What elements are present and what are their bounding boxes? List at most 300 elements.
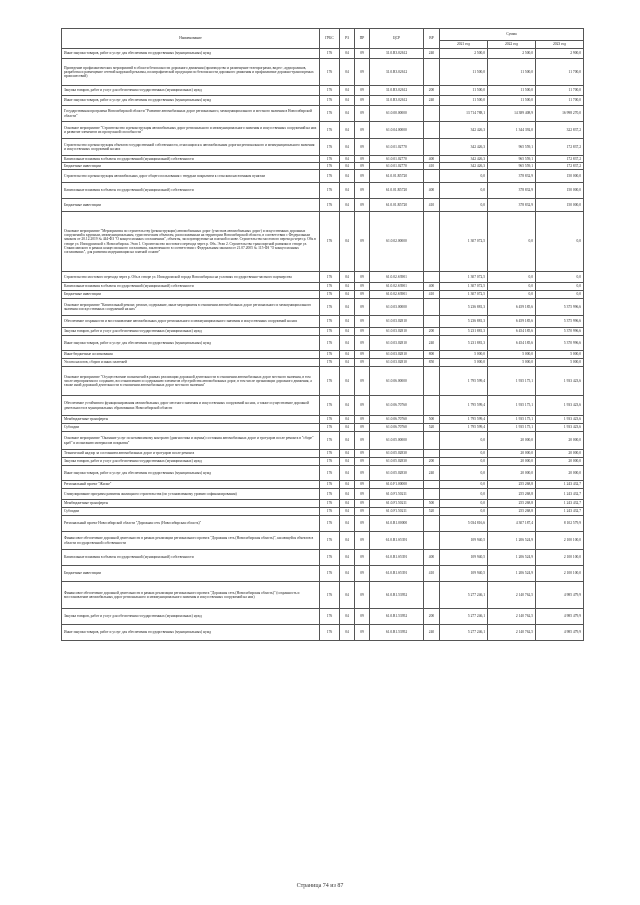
row-2022-cell: 6 459 185,6 — [488, 316, 536, 328]
row-grbs-cell: 176 — [320, 49, 340, 59]
row-grbs-cell: 176 — [320, 291, 340, 299]
row-2021-cell: 0,0 — [440, 170, 488, 183]
table-row — [62, 396, 584, 416]
table-row — [62, 367, 584, 396]
row-2022-cell: 2 140 762,5 — [488, 582, 536, 609]
row-grbs-cell: 176 — [320, 212, 340, 272]
row-2023-cell: 150 000,0 — [536, 183, 584, 199]
row-2022-cell: 2 500,0 — [488, 49, 536, 59]
row-csr-cell: 61.0.03.02810 — [370, 328, 424, 336]
row-vr-cell — [424, 450, 440, 458]
row-2022-cell: 6 459 185,6 — [488, 299, 536, 316]
row-vr-cell — [424, 122, 440, 139]
row-grbs-cell: 176 — [320, 566, 340, 582]
row-vr-cell — [424, 59, 440, 86]
row-name-cell: Капитальные вложения в объекты государственной (муниципальной) собственности — [62, 550, 320, 566]
row-2023-cell: 5 000,0 — [536, 351, 584, 359]
table-row — [62, 508, 584, 516]
row-2023-cell: 4 985 479,9 — [536, 625, 584, 641]
page-footer: Страница 74 из 87 — [296, 883, 344, 889]
header-sums: Сумма — [440, 29, 584, 41]
row-pr-cell: 09 — [355, 291, 370, 299]
row-pr-cell: 09 — [355, 183, 370, 199]
row-2022-cell: 6 454 185,6 — [488, 336, 536, 351]
row-2021-cell: 2 500,0 — [440, 49, 488, 59]
row-csr-cell: 61.0.03.02810 — [370, 351, 424, 359]
row-vr-cell: 400 — [424, 550, 440, 566]
row-csr-cell: 61.0.R1.53952 — [370, 609, 424, 625]
row-rz-cell: 04 — [340, 532, 355, 550]
row-2022-cell: 0,0 — [488, 272, 536, 283]
row-2023-cell: 1 243 432,7 — [536, 489, 584, 500]
row-pr-cell: 09 — [355, 59, 370, 86]
table-row — [62, 163, 584, 170]
table-row — [62, 86, 584, 96]
row-name-cell: Иные закупки товаров, работ и услуг для обеспечения государственных (муниципальных) нужд — [62, 49, 320, 59]
row-pr-cell: 09 — [355, 566, 370, 582]
row-grbs-cell: 176 — [320, 156, 340, 163]
row-csr-cell: 61.0.R1.00000 — [370, 516, 424, 532]
row-rz-cell: 04 — [340, 183, 355, 199]
row-name-cell: Иные закупки товаров, работ и услуг для обеспечения государственных (муниципальных) нужд — [62, 466, 320, 481]
row-name-cell: Региональный проект "Жилье" — [62, 481, 320, 489]
row-2023-cell: 4 985 479,9 — [536, 582, 584, 609]
row-2022-cell: 6 454 185,6 — [488, 328, 536, 336]
header-csr: ЦСР — [370, 29, 424, 49]
row-2021-cell: 0,0 — [440, 489, 488, 500]
row-2023-cell: 4 985 479,9 — [536, 609, 584, 625]
row-rz-cell: 04 — [340, 49, 355, 59]
budget-table — [61, 28, 584, 641]
table-row — [62, 359, 584, 367]
row-vr-cell: 400 — [424, 283, 440, 291]
row-2022-cell: 1 935 175,1 — [488, 367, 536, 396]
row-2021-cell: 1 795 599,4 — [440, 396, 488, 416]
row-name-cell: Обеспечение сохранности и восстановление автомобильных дорог регионального и межмуниципального значения и искусственных сооружений на них — [62, 316, 320, 328]
row-pr-cell: 09 — [355, 367, 370, 396]
row-name-cell: Основное мероприятие "Осуществление полномочий в рамках реализации дорожной деятельности в отношении автомобильных дорог местного значения, в том числе мероприятия по созданию, восстановлению и содержанию элементов обустройства автомобильных дорог, в том числе организации дорожного движения, а также иной дорожной деятельности в отношении автомобильных дорог местного значения" — [62, 367, 320, 396]
row-2023-cell: 11 700,0 — [536, 59, 584, 86]
row-grbs-cell: 176 — [320, 609, 340, 625]
row-vr-cell — [424, 432, 440, 450]
row-name-cell: Иные бюджетные ассигнования — [62, 351, 320, 359]
row-2021-cell: 0,0 — [440, 481, 488, 489]
row-name-cell: Капитальные вложения в объекты государственной (муниципальной) собственности — [62, 183, 320, 199]
row-pr-cell: 09 — [355, 532, 370, 550]
row-2022-cell: 20 000,0 — [488, 466, 536, 481]
row-pr-cell: 09 — [355, 458, 370, 466]
row-name-cell: Закупка товаров, работ и услуг для обеспечения государственных (муниципальных) нужд — [62, 86, 320, 96]
row-csr-cell: 61.0.F1.50211 — [370, 500, 424, 508]
header-grbs: ГРБС — [320, 29, 340, 49]
row-vr-cell: 240 — [424, 466, 440, 481]
row-rz-cell: 04 — [340, 466, 355, 481]
row-2022-cell: 2 140 762,5 — [488, 625, 536, 641]
row-csr-cell: 31.0.R3.02612 — [370, 86, 424, 96]
table-row — [62, 582, 584, 609]
row-2021-cell: 13 714 788,1 — [440, 106, 488, 122]
row-rz-cell: 04 — [340, 272, 355, 283]
table-row — [62, 156, 584, 163]
row-grbs-cell: 176 — [320, 106, 340, 122]
row-name-cell: Бюджетные инвестиции — [62, 566, 320, 582]
row-name-cell: Стимулирование программ развития жилищного строительства (по установленному уровню софинансирования) — [62, 489, 320, 500]
row-pr-cell: 09 — [355, 625, 370, 641]
row-2023-cell: 150 000,0 — [536, 170, 584, 183]
row-csr-cell: 61.0.R1.53952 — [370, 625, 424, 641]
row-csr-cell: 61.0.01.R5720 — [370, 183, 424, 199]
row-rz-cell: 04 — [340, 299, 355, 316]
row-csr-cell: 61.0.03.02810 — [370, 336, 424, 351]
row-name-cell: Строительство мостового перехода через р. Обь в створе ул. Ипподромской города Новосибирска на условиях государственно-частного партнерства — [62, 272, 320, 283]
row-csr-cell: 61.0.02.S3901 — [370, 291, 424, 299]
row-2021-cell: 1 795 599,4 — [440, 416, 488, 424]
row-grbs-cell: 176 — [320, 283, 340, 291]
row-2021-cell: 5 236 881,3 — [440, 299, 488, 316]
row-vr-cell — [424, 212, 440, 272]
row-2021-cell: 11 500,0 — [440, 59, 488, 86]
row-rz-cell: 04 — [340, 367, 355, 396]
row-pr-cell: 09 — [355, 609, 370, 625]
row-2021-cell: 5 277 246,1 — [440, 609, 488, 625]
row-pr-cell: 09 — [355, 156, 370, 163]
row-csr-cell: 61.0.02.S3901 — [370, 272, 424, 283]
row-vr-cell — [424, 489, 440, 500]
table-row — [62, 139, 584, 156]
row-2021-cell: 109 940,5 — [440, 532, 488, 550]
row-pr-cell: 09 — [355, 351, 370, 359]
row-2023-cell: 1 243 432,7 — [536, 508, 584, 516]
table-row — [62, 351, 584, 359]
row-rz-cell: 04 — [340, 500, 355, 508]
row-vr-cell: 400 — [424, 183, 440, 199]
row-2022-cell: 11 500,0 — [488, 59, 536, 86]
row-2022-cell: 5 000,0 — [488, 351, 536, 359]
row-grbs-cell: 176 — [320, 396, 340, 416]
table-row — [62, 170, 584, 183]
row-pr-cell: 09 — [355, 96, 370, 106]
table-row — [62, 609, 584, 625]
row-name-cell: Иные закупки товаров, работ и услуг для обеспечения государственных (муниципальных) нужд — [62, 96, 320, 106]
row-name-cell: Государственная программа Новосибирской области "Развитие автомобильных дорог регионального, межмуниципального и местного значения в Новосибирской области" — [62, 106, 320, 122]
row-2021-cell: 5 277 246,1 — [440, 625, 488, 641]
row-pr-cell: 09 — [355, 299, 370, 316]
header-year-2021: 2021 год — [440, 41, 488, 49]
row-rz-cell: 04 — [340, 283, 355, 291]
row-2023-cell: 150 000,0 — [536, 199, 584, 212]
row-name-cell: Основное мероприятие "Оказание услуг по независимому контролю (диагностика и оценка) состояния автомобильных дорог и тротуаров после ремонта в "сборе" краб" и испытанию материалов покрытия" — [62, 432, 320, 450]
table-row — [62, 432, 584, 450]
row-name-cell: Межбюджетные трансферты — [62, 500, 320, 508]
row-2022-cell: 2 140 762,5 — [488, 609, 536, 625]
row-2023-cell: 2 100 100,0 — [536, 566, 584, 582]
row-2022-cell: 4 307 187,4 — [488, 516, 536, 532]
row-grbs-cell: 176 — [320, 481, 340, 489]
row-2021-cell: 1 307 072,5 — [440, 212, 488, 272]
row-csr-cell: 61.0.03.02810 — [370, 359, 424, 367]
row-rz-cell: 04 — [340, 432, 355, 450]
row-vr-cell — [424, 316, 440, 328]
row-csr-cell: 61.0.06.70760 — [370, 396, 424, 416]
row-grbs-cell: 176 — [320, 351, 340, 359]
row-2021-cell: 1 795 599,4 — [440, 424, 488, 432]
row-grbs-cell: 176 — [320, 336, 340, 351]
row-pr-cell: 09 — [355, 328, 370, 336]
row-rz-cell: 04 — [340, 359, 355, 367]
row-vr-cell — [424, 481, 440, 489]
row-rz-cell: 04 — [340, 170, 355, 183]
row-2023-cell: 20 000,0 — [536, 432, 584, 450]
row-grbs-cell: 176 — [320, 163, 340, 170]
row-pr-cell: 09 — [355, 550, 370, 566]
row-2023-cell: 5 000,0 — [536, 359, 584, 367]
row-pr-cell: 09 — [355, 359, 370, 367]
row-name-cell: Бюджетные инвестиции — [62, 163, 320, 170]
row-vr-cell — [424, 532, 440, 550]
row-grbs-cell: 176 — [320, 458, 340, 466]
row-2023-cell: 20 000,0 — [536, 458, 584, 466]
row-2022-cell: 1 935 175,1 — [488, 416, 536, 424]
row-name-cell: Основное мероприятие "Строительство и реконструкция автомобильных дорог регионального и межмуниципального значения и искусственных сооружений на них и развитие элементов их пропускной способности" — [62, 122, 320, 139]
row-pr-cell: 09 — [355, 122, 370, 139]
row-vr-cell: 240 — [424, 49, 440, 59]
row-vr-cell — [424, 272, 440, 283]
row-vr-cell — [424, 106, 440, 122]
header-name: Наименование — [62, 29, 320, 49]
row-name-cell: Капитальные вложения в объекты государственной (муниципальной) собственности — [62, 156, 320, 163]
row-2023-cell: 8 102 579,9 — [536, 516, 584, 532]
row-2022-cell: 20 000,0 — [488, 432, 536, 450]
row-pr-cell: 09 — [355, 106, 370, 122]
row-2022-cell: 11 500,0 — [488, 86, 536, 96]
row-vr-cell: 520 — [424, 424, 440, 432]
row-name-cell: Строительство и реконструкция автомобильных дорог общего пользования с твердым покрытием к сельским населенным пунктам — [62, 170, 320, 183]
table-row — [62, 49, 584, 59]
row-2021-cell: 0,0 — [440, 199, 488, 212]
row-grbs-cell: 176 — [320, 367, 340, 396]
row-grbs-cell: 176 — [320, 170, 340, 183]
row-2023-cell: 16 998 270,0 — [536, 106, 584, 122]
row-2021-cell: 1 307 072,5 — [440, 272, 488, 283]
row-2023-cell: 11 700,0 — [536, 96, 584, 106]
row-csr-cell: 31.0.R3.02612 — [370, 96, 424, 106]
row-pr-cell: 09 — [355, 432, 370, 450]
row-vr-cell — [424, 367, 440, 396]
row-2023-cell: 1 933 423,6 — [536, 396, 584, 416]
header-year-2023: 2023 год — [536, 41, 584, 49]
row-csr-cell: 61.0.R1.53952 — [370, 582, 424, 609]
row-csr-cell: 61.0.01.02770 — [370, 163, 424, 170]
row-csr-cell: 61.0.06.00000 — [370, 367, 424, 396]
row-2022-cell: 378 832,9 — [488, 199, 536, 212]
row-2023-cell: 5 370 996,6 — [536, 328, 584, 336]
row-pr-cell: 09 — [355, 500, 370, 508]
table-header — [62, 29, 584, 49]
row-csr-cell: 61.0.F1.50211 — [370, 508, 424, 516]
row-2022-cell: 0,0 — [488, 283, 536, 291]
row-grbs-cell: 176 — [320, 86, 340, 96]
table-row — [62, 532, 584, 550]
row-pr-cell: 09 — [355, 516, 370, 532]
row-2021-cell: 0,0 — [440, 500, 488, 508]
row-name-cell: Региональный проект Новосибирской области "Дорожная сеть (Новосибирская область)" — [62, 516, 320, 532]
budget-table-sheet — [61, 28, 583, 641]
table-row — [62, 566, 584, 582]
row-2021-cell: 5 000,0 — [440, 351, 488, 359]
row-csr-cell: 61.0.05.02830 — [370, 450, 424, 458]
row-vr-cell: 500 — [424, 500, 440, 508]
row-2023-cell: 1 243 432,7 — [536, 481, 584, 489]
row-pr-cell: 09 — [355, 508, 370, 516]
row-vr-cell: 240 — [424, 336, 440, 351]
row-grbs-cell: 176 — [320, 122, 340, 139]
row-vr-cell — [424, 170, 440, 183]
row-2021-cell: 1 307 072,5 — [440, 283, 488, 291]
row-2021-cell: 11 500,0 — [440, 96, 488, 106]
row-vr-cell: 400 — [424, 156, 440, 163]
row-2021-cell: 5 277 246,1 — [440, 582, 488, 609]
row-2022-cell: 0,0 — [488, 291, 536, 299]
row-grbs-cell: 176 — [320, 272, 340, 283]
row-csr-cell: 61.0.06.70760 — [370, 416, 424, 424]
row-grbs-cell: 176 — [320, 299, 340, 316]
row-name-cell: Иные закупки товаров, работ и услуг для обеспечения государственных (муниципальных) нужд — [62, 625, 320, 641]
row-name-cell: Проведение профилактических мероприятий в области безопасности дорожного движения (производство и размещение телепрограмм, видео-, аудиороликов, разработка и размещение сетевой наружной рекламы, полиграфической продукции по безопасности дорожного движения и профилактике дорожно-транспортных происшествий) — [62, 59, 320, 86]
table-row — [62, 489, 584, 500]
row-pr-cell: 09 — [355, 450, 370, 458]
row-grbs-cell: 176 — [320, 582, 340, 609]
row-2021-cell: 342 426,3 — [440, 163, 488, 170]
row-grbs-cell: 176 — [320, 532, 340, 550]
row-2023-cell: 0,0 — [536, 212, 584, 272]
row-csr-cell: 31.0.R3.02612 — [370, 59, 424, 86]
row-rz-cell: 04 — [340, 316, 355, 328]
row-csr-cell: 61.0.02.S3901 — [370, 283, 424, 291]
row-2021-cell: 0,0 — [440, 432, 488, 450]
row-name-cell: Субсидии — [62, 508, 320, 516]
table-row — [62, 299, 584, 316]
row-rz-cell: 04 — [340, 481, 355, 489]
row-2023-cell: 20 000,0 — [536, 450, 584, 458]
row-pr-cell: 09 — [355, 481, 370, 489]
table-row — [62, 336, 584, 351]
table-row — [62, 96, 584, 106]
row-pr-cell: 09 — [355, 49, 370, 59]
row-pr-cell: 09 — [355, 283, 370, 291]
row-2023-cell: 5 375 996,6 — [536, 316, 584, 328]
table-row — [62, 183, 584, 199]
row-2023-cell: 2 900,0 — [536, 49, 584, 59]
row-grbs-cell: 176 — [320, 625, 340, 641]
row-rz-cell: 04 — [340, 625, 355, 641]
row-vr-cell: 200 — [424, 86, 440, 96]
row-grbs-cell: 176 — [320, 450, 340, 458]
row-pr-cell: 09 — [355, 170, 370, 183]
row-2021-cell: 0,0 — [440, 508, 488, 516]
row-vr-cell: 240 — [424, 625, 440, 641]
row-2023-cell: 172 837,2 — [536, 156, 584, 163]
row-vr-cell: 240 — [424, 96, 440, 106]
row-rz-cell: 04 — [340, 212, 355, 272]
table-row — [62, 291, 584, 299]
row-pr-cell: 09 — [355, 163, 370, 170]
header-rz: РЗ — [340, 29, 355, 49]
row-csr-cell: 61.0.05.00000 — [370, 432, 424, 450]
row-rz-cell: 04 — [340, 351, 355, 359]
row-2021-cell: 342 426,3 — [440, 139, 488, 156]
row-2022-cell: 255 268,8 — [488, 508, 536, 516]
row-pr-cell: 09 — [355, 212, 370, 272]
row-2023-cell: 1 933 423,6 — [536, 424, 584, 432]
row-rz-cell: 04 — [340, 396, 355, 416]
row-grbs-cell: 176 — [320, 359, 340, 367]
row-pr-cell: 09 — [355, 466, 370, 481]
row-csr-cell: 61.0.06.70760 — [370, 424, 424, 432]
row-csr-cell: 61.0.R1.S5391 — [370, 532, 424, 550]
row-csr-cell: 61.0.05.02830 — [370, 466, 424, 481]
row-rz-cell: 04 — [340, 450, 355, 458]
row-rz-cell: 04 — [340, 86, 355, 96]
row-rz-cell: 04 — [340, 291, 355, 299]
row-2023-cell: 0,0 — [536, 272, 584, 283]
row-csr-cell: 61.0.03.00000 — [370, 299, 424, 316]
row-grbs-cell: 176 — [320, 489, 340, 500]
row-name-cell: Основное мероприятие "Капитальный ремонт, ремонт, содержание, иные мероприятия в отношении автомобильных дорог регионального и межмуниципального значения и искусственных сооружений на них" — [62, 299, 320, 316]
row-rz-cell: 04 — [340, 424, 355, 432]
table-row — [62, 550, 584, 566]
row-2021-cell: 0,0 — [440, 450, 488, 458]
row-rz-cell: 04 — [340, 106, 355, 122]
row-rz-cell: 04 — [340, 416, 355, 424]
row-vr-cell — [424, 299, 440, 316]
header-vr: ВР — [424, 29, 440, 49]
row-2022-cell: 0,0 — [488, 212, 536, 272]
row-2022-cell: 255 268,8 — [488, 481, 536, 489]
row-2022-cell: 965 559,1 — [488, 163, 536, 170]
row-grbs-cell: 176 — [320, 508, 340, 516]
row-2021-cell: 5 034 816,6 — [440, 516, 488, 532]
row-2021-cell: 0,0 — [440, 466, 488, 481]
row-2021-cell: 0,0 — [440, 183, 488, 199]
row-vr-cell: 410 — [424, 163, 440, 170]
header-year-2022: 2022 год — [488, 41, 536, 49]
row-2022-cell: 255 268,8 — [488, 500, 536, 508]
row-name-cell: Финансовое обеспечение дорожной деятельности в рамках реализации регионального проекта "Дорожная сеть (Новосибирская область)" (сохранность и восстановление автомобильных дорог регионального и межмуниципального значения и искусственных сооружений на них) — [62, 582, 320, 609]
row-2023-cell: 0,0 — [536, 283, 584, 291]
row-vr-cell: 520 — [424, 508, 440, 516]
row-rz-cell: 04 — [340, 550, 355, 566]
row-2021-cell: 5 236 881,3 — [440, 316, 488, 328]
row-2022-cell: 965 559,1 — [488, 156, 536, 163]
row-2021-cell: 11 500,0 — [440, 86, 488, 96]
row-2022-cell: 1 206 524,9 — [488, 550, 536, 566]
row-name-cell: Межбюджетные трансферты — [62, 416, 320, 424]
row-rz-cell: 04 — [340, 199, 355, 212]
table-row — [62, 212, 584, 272]
row-csr-cell: 61.0.05.02830 — [370, 458, 424, 466]
row-pr-cell: 09 — [355, 396, 370, 416]
row-rz-cell: 04 — [340, 582, 355, 609]
table-row — [62, 59, 584, 86]
table-row — [62, 625, 584, 641]
row-pr-cell: 09 — [355, 489, 370, 500]
row-2021-cell: 342 426,3 — [440, 156, 488, 163]
row-name-cell: Капитальные вложения в объекты государственной (муниципальной) собственности — [62, 283, 320, 291]
row-name-cell: Финансовое обеспечение дорожной деятельности в рамках реализации регионального проекта "Дорожная сеть (Новосибирская область)", касающейся объектов в области государственной собственности — [62, 532, 320, 550]
row-csr-cell: 61.0.01.R5720 — [370, 170, 424, 183]
table-row — [62, 316, 584, 328]
row-2023-cell: 2 100 100,0 — [536, 532, 584, 550]
